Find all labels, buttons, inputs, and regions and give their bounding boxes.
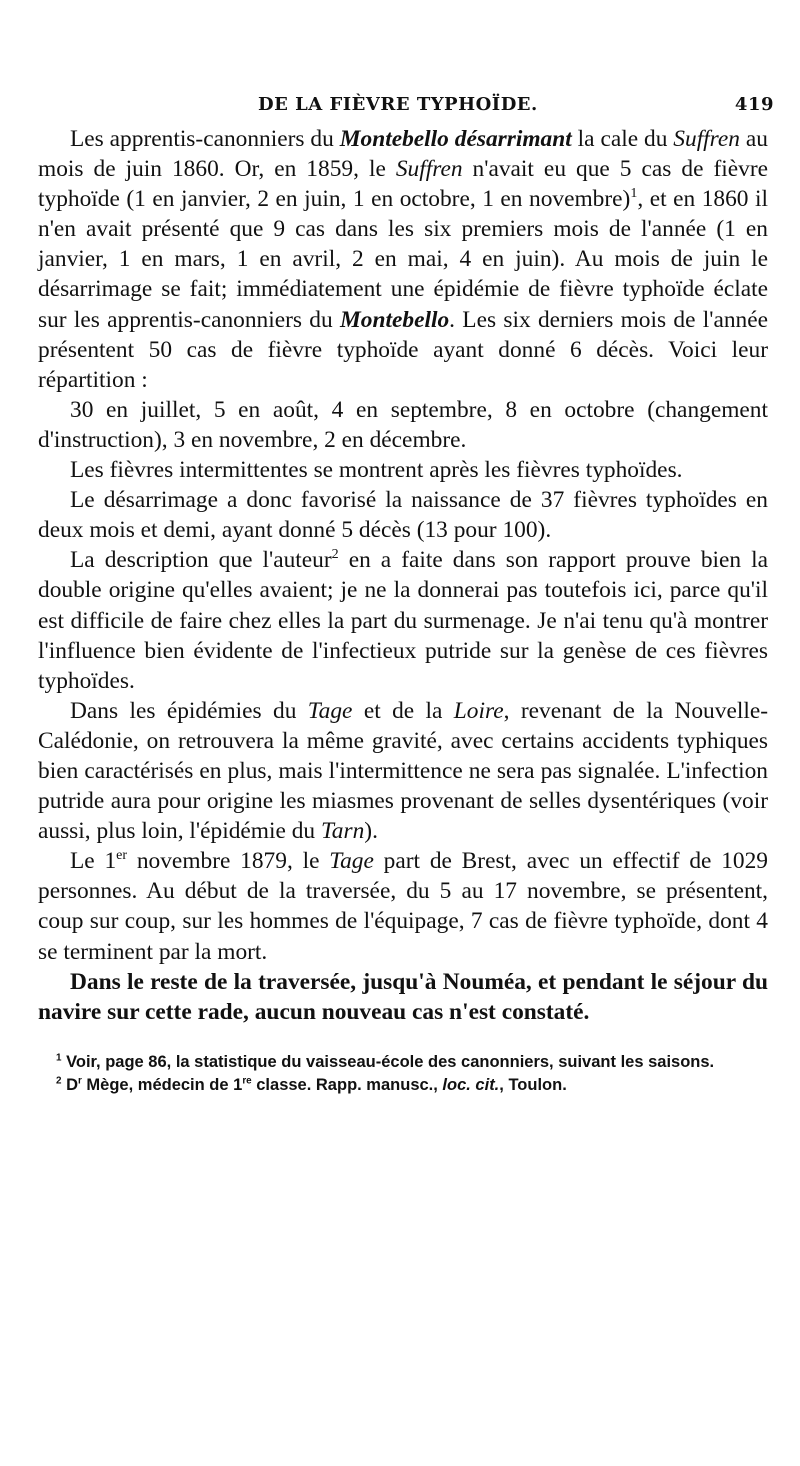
footnote-mark: 1 xyxy=(56,1052,62,1064)
footnote-mark: 2 xyxy=(56,1075,62,1087)
paragraph-1 xyxy=(38,124,768,395)
body-text xyxy=(38,124,768,1027)
text-run: Dans les épidémies du xyxy=(70,697,308,724)
text-run: part de Brest, avec un effectif de 1029 personnes. Au début de la traversée, du 5 au 17 novembre, se présentent, coup sur coup, sur les hommes de l'équipage, 7 cas de fièvre typhoïde, dont 4 se terminent par la mort. xyxy=(38,848,769,965)
footnote-citation: loc. cit. xyxy=(442,1075,500,1094)
ship-name-tarn: Tarn xyxy=(320,818,365,845)
page-number: 419 xyxy=(734,94,774,115)
text-run: n'avait eu que 5 cas de fièvre typhoïde (1 en janvier, 2 en juin, 1 en octobre, 1 en novembre) xyxy=(38,156,769,213)
ship-name-loire: Loire xyxy=(453,697,504,724)
text-run: , revenant de la Nouvelle-Calédonie, on retrouvera la même gravité, avec certains accidents typhiques bien caractérisés en plus, mais l'intermittence ne sera pas signalée. L'infection putride aura pour origine les miasmes provenant de selles dysentériques (voir aussi, plus loin, l'épidémie du xyxy=(38,697,768,845)
ordinal-suffix: re xyxy=(242,1075,252,1087)
footnote-text: , Toulon. xyxy=(499,1075,567,1094)
text-run: Le 1 xyxy=(70,848,117,875)
ship-name-montebello: Montebello désarrimant xyxy=(339,126,572,152)
ship-name-suffren: Suffren xyxy=(395,156,463,183)
footnote-text: D xyxy=(61,1075,78,1094)
footnote-1 xyxy=(38,1051,768,1074)
paragraph-5 xyxy=(38,545,768,695)
text-run: en a faite dans son rapport prouve bien la double origine qu'elles avaient; je ne la donnerai pas toutefois ici, parce qu'il est difficile de faire chez elles la part du surmenage. Je n'ai tenu qu'à montrer l'influence bien évidente de l'infectieux putride sur la genèse de ces fièvres typhoïdes. xyxy=(38,547,768,694)
text-run: et de la xyxy=(352,697,454,724)
footnotes xyxy=(38,1051,768,1097)
book-page xyxy=(38,84,774,1097)
footnote-text: classe. Rapp. manusc., xyxy=(251,1075,443,1094)
paragraph-4: Le désarrimage a donc favorisé la naissance de 37 fièvres typhoïdes en deux mois et demi, ayant donné 5 décès (13 pour 100). xyxy=(38,487,768,544)
ship-name-montebello: Montebello xyxy=(340,306,450,333)
ship-name-tage: Tage xyxy=(307,697,353,724)
text-run: Les apprentis-canonniers du xyxy=(70,126,340,152)
abbrev-suffix: r xyxy=(78,1075,82,1087)
text-run: au mois de juin 1860. Or, en 1859, le xyxy=(38,126,768,183)
text-run: . Les six derniers mois de l'année présentent 50 cas de fièvre typhoïde ayant donné 6 décès. Voici leur répartition : xyxy=(38,306,769,393)
paragraph-6 xyxy=(38,696,768,846)
text-run: La description que l'auteur xyxy=(70,547,332,574)
paragraph-7 xyxy=(38,846,768,966)
text-run: ). xyxy=(364,818,378,845)
text-run: la cale du xyxy=(571,126,674,152)
footnote-text: Mège, médecin de 1 xyxy=(81,1075,243,1094)
running-title: DE LA FIÈVRE TYPHOÏDE. xyxy=(258,94,538,115)
running-header xyxy=(38,84,774,124)
text-run: novembre 1879, le xyxy=(127,848,330,875)
ordinal-suffix: er xyxy=(116,847,128,864)
ship-name-suffren: Suffren xyxy=(673,126,740,152)
ship-name-tage: Tage xyxy=(329,848,374,875)
footnote-text: Voir, page 86, la statistique du vaisseau-école des canonniers, suivant les saisons. xyxy=(61,1052,715,1071)
footnote-ref-1: 1 xyxy=(630,185,638,202)
text-run: , et en 1860 il n'en avait présenté que 9 cas dans les six premiers mois de l'année (1 en janvier, 1 en mars, 1 en avril, 2 en mai, 4 en juin). Au mois de juin le désarrimage se fait; immédiatement une épidémie de fièvre typhoïde éclate sur les apprentis-canonniers du xyxy=(38,186,768,333)
paragraph-3: Les fièvres intermittentes se montrent après les fièvres typhoïdes. xyxy=(70,457,683,484)
paragraph-8: Dans le reste de la traversée, jusqu'à Nouméa, et pendant le séjour du navire sur cette rade, aucun nouveau cas n'est constaté. xyxy=(38,968,768,1025)
footnote-2 xyxy=(38,1074,768,1097)
footnote-ref-2: 2 xyxy=(331,546,339,563)
paragraph-2: 30 en juillet, 5 en août, 4 en septembre, 8 en octobre (changement d'instruction), 3 en novembre, 2 en décembre. xyxy=(38,396,768,453)
